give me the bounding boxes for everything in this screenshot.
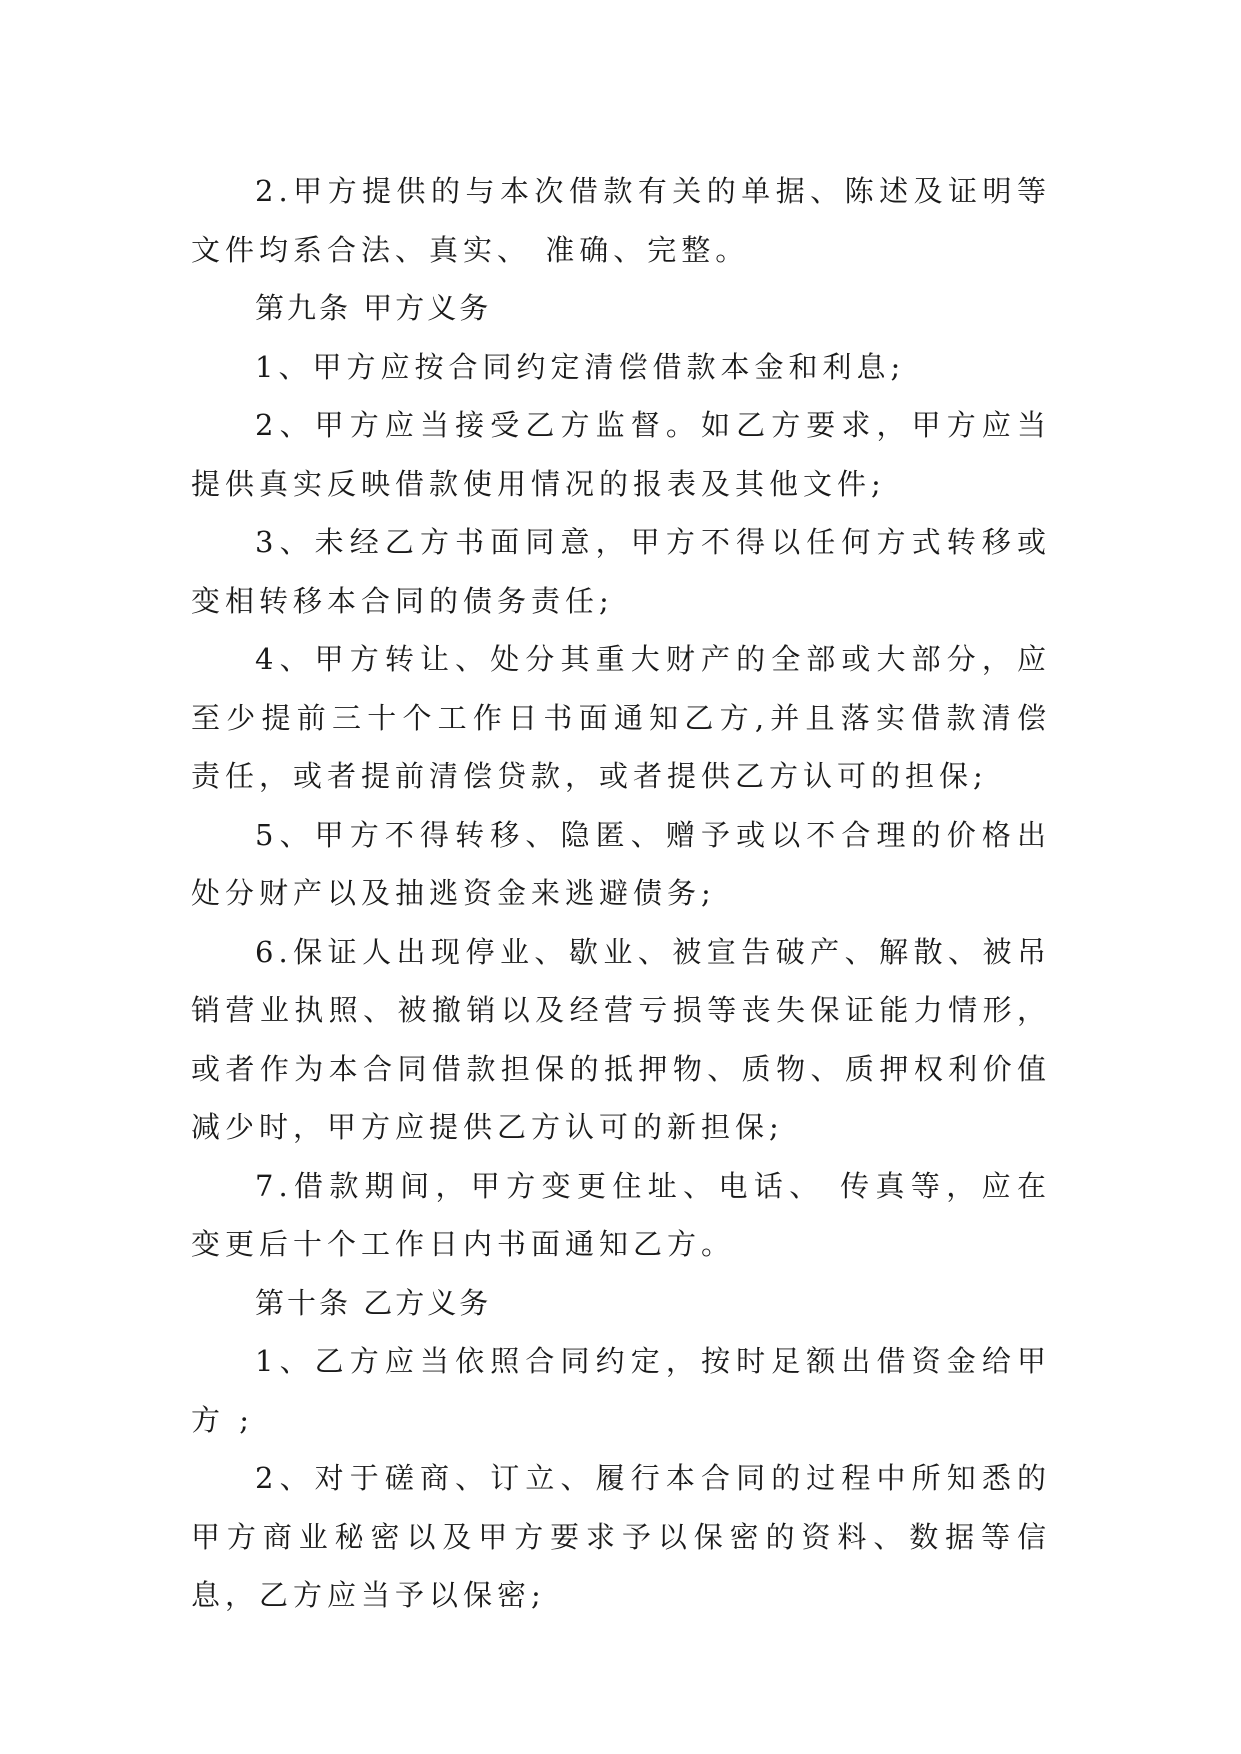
article-9-item-3: 3、未经乙方书面同意，甲方不得以任何方式转移或变相转移本合同的债务责任;	[191, 525, 1051, 618]
document-body	[191, 162, 1051, 1625]
article-10-item-2: 2、对于磋商、订立、履行本合同的过程中所知悉的甲方商业秘密以及甲方要求予以保密的资料、数据等信息，乙方应当予以保密;	[191, 1461, 1051, 1612]
article-9-item-2: 2、甲方应当接受乙方监督。如乙方要求，甲方应当提供真实反映借款使用情况的报表及其他文件;	[191, 408, 1051, 501]
article-10-item-1: 1、乙方应当依照合同约定，按时足额出借资金给甲方 ;	[191, 1344, 1051, 1437]
article-9-item-1: 1、甲方应按合同约定清偿借款本金和利息;	[255, 349, 906, 384]
article-10-heading: 第十条 乙方义务	[255, 1285, 492, 1320]
article-9-item-7: 7.借款期间，甲方变更住址、电话、 传真等，应在变更后十个工作日内书面通知乙方。	[191, 1168, 1051, 1261]
article-9-item-6: 6.保证人出现停业、歇业、被宣告破产、解散、被吊销营业执照、被撤销以及经营亏损等丧失保证能力情形，或者作为本合同借款担保的抵押物、质物、质押权利价值减少时，甲方应提供乙方认可的新担保;	[191, 934, 1051, 1144]
article-9-item-5: 5、甲方不得转移、隐匿、赠予或以不合理的价格出处分财产以及抽逃资金来逃避债务;	[191, 817, 1051, 910]
clause-8-item-2: 2.甲方提供的与本次借款有关的单据、陈述及证明等文件均系合法、真实、 准确、完整。	[191, 174, 1051, 267]
article-9-heading: 第九条 甲方义务	[255, 291, 492, 325]
article-9-item-4: 4、甲方转让、处分其重大财产的全部或大部分，应至少提前三十个工作日书面通知乙方,并且落实借款清偿责任，或者提前清偿贷款，或者提供乙方认可的担保;	[191, 642, 1051, 793]
